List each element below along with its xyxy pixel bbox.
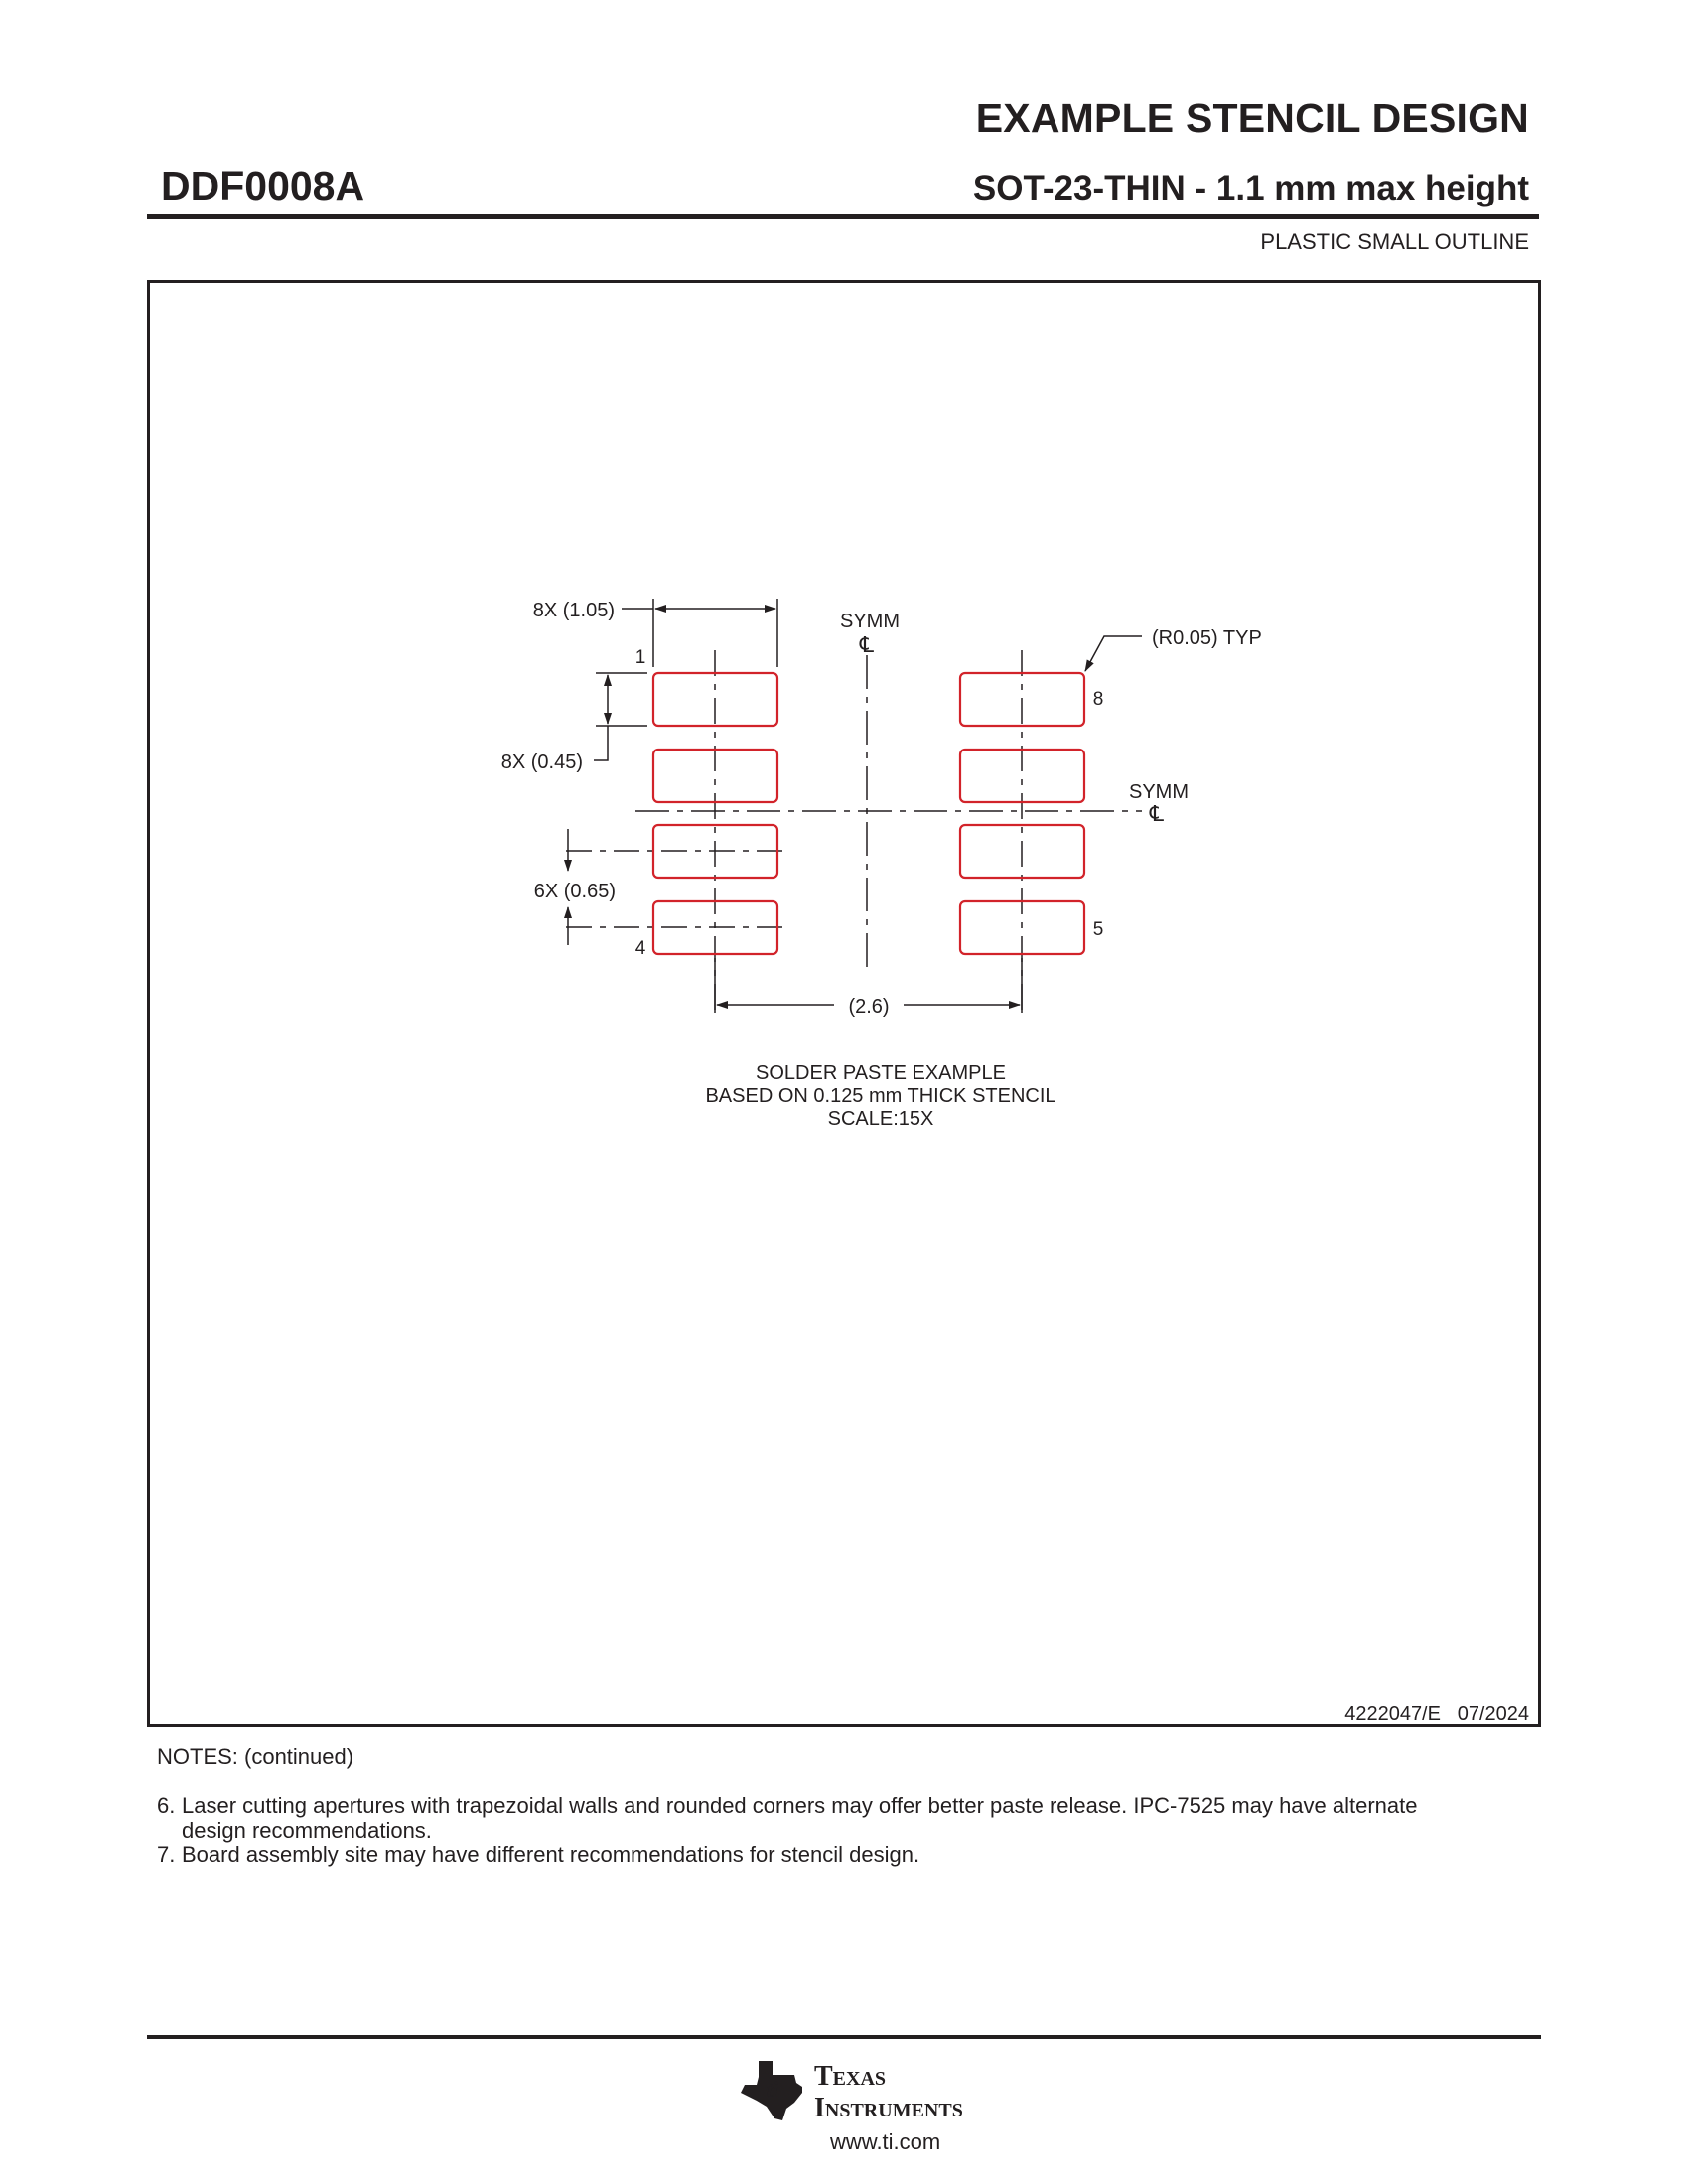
ti-logo-line-1: Texas bbox=[814, 2061, 887, 2092]
corner-radius-label: (R0.05) TYP bbox=[1152, 627, 1262, 649]
pin-5-label: 5 bbox=[1092, 919, 1104, 940]
pin-1-label: 1 bbox=[634, 647, 646, 668]
caption-line-3: SCALE:15X bbox=[827, 1108, 934, 1130]
svg-text:ti: ti bbox=[766, 2077, 779, 2102]
note-item bbox=[157, 1843, 1527, 1867]
document-number: 4222047/E 07/2024 bbox=[1344, 1704, 1529, 1725]
part-number: DDF0008A bbox=[161, 163, 365, 208]
package-type: PLASTIC SMALL OUTLINE bbox=[1260, 229, 1529, 254]
note-number: 7. bbox=[157, 1843, 176, 1867]
package-description: SOT-23-THIN - 1.1 mm max height bbox=[972, 169, 1529, 207]
pin-4-label: 4 bbox=[634, 938, 646, 959]
note-text-continued: design recommendations. bbox=[182, 1818, 432, 1843]
caption-line-1: SOLDER PASTE EXAMPLE bbox=[756, 1062, 1006, 1084]
note-number: 6. bbox=[157, 1793, 176, 1818]
ti-logo-line-2: Instruments bbox=[814, 2093, 963, 2123]
centerline-symbol-top: ℄ bbox=[859, 632, 875, 657]
symm-label-top: SYMM bbox=[840, 611, 900, 632]
footer-rule bbox=[147, 2035, 1541, 2039]
centerline-symbol-right: ℄ bbox=[1149, 801, 1165, 826]
note-item bbox=[157, 1793, 1527, 1843]
note-text: Board assembly site may have different recommendations for stencil design. bbox=[182, 1843, 920, 1867]
ti-url: www.ti.com bbox=[830, 2129, 941, 2154]
dim-pad-width-label: 8X (0.45) bbox=[500, 751, 583, 773]
dim-row-spacing-label: (2.6) bbox=[848, 996, 890, 1018]
note-text: Laser cutting apertures with trapezoidal walls and rounded corners may offer better paste release. IPC-7525 may have alternate bbox=[182, 1793, 1418, 1818]
dim-pitch-label: 6X (0.65) bbox=[533, 881, 616, 902]
notes-heading: NOTES: (continued) bbox=[157, 1744, 354, 1769]
document-title: EXAMPLE STENCIL DESIGN bbox=[975, 95, 1529, 141]
symm-label-right: SYMM bbox=[1129, 781, 1189, 803]
caption-line-2: BASED ON 0.125 mm THICK STENCIL bbox=[705, 1085, 1056, 1107]
texas-state-icon bbox=[741, 2061, 802, 2120]
ti-logo bbox=[737, 2057, 1035, 2124]
dim-pad-length-label: 8X (1.05) bbox=[532, 600, 615, 621]
pin-8-label: 8 bbox=[1092, 689, 1104, 710]
